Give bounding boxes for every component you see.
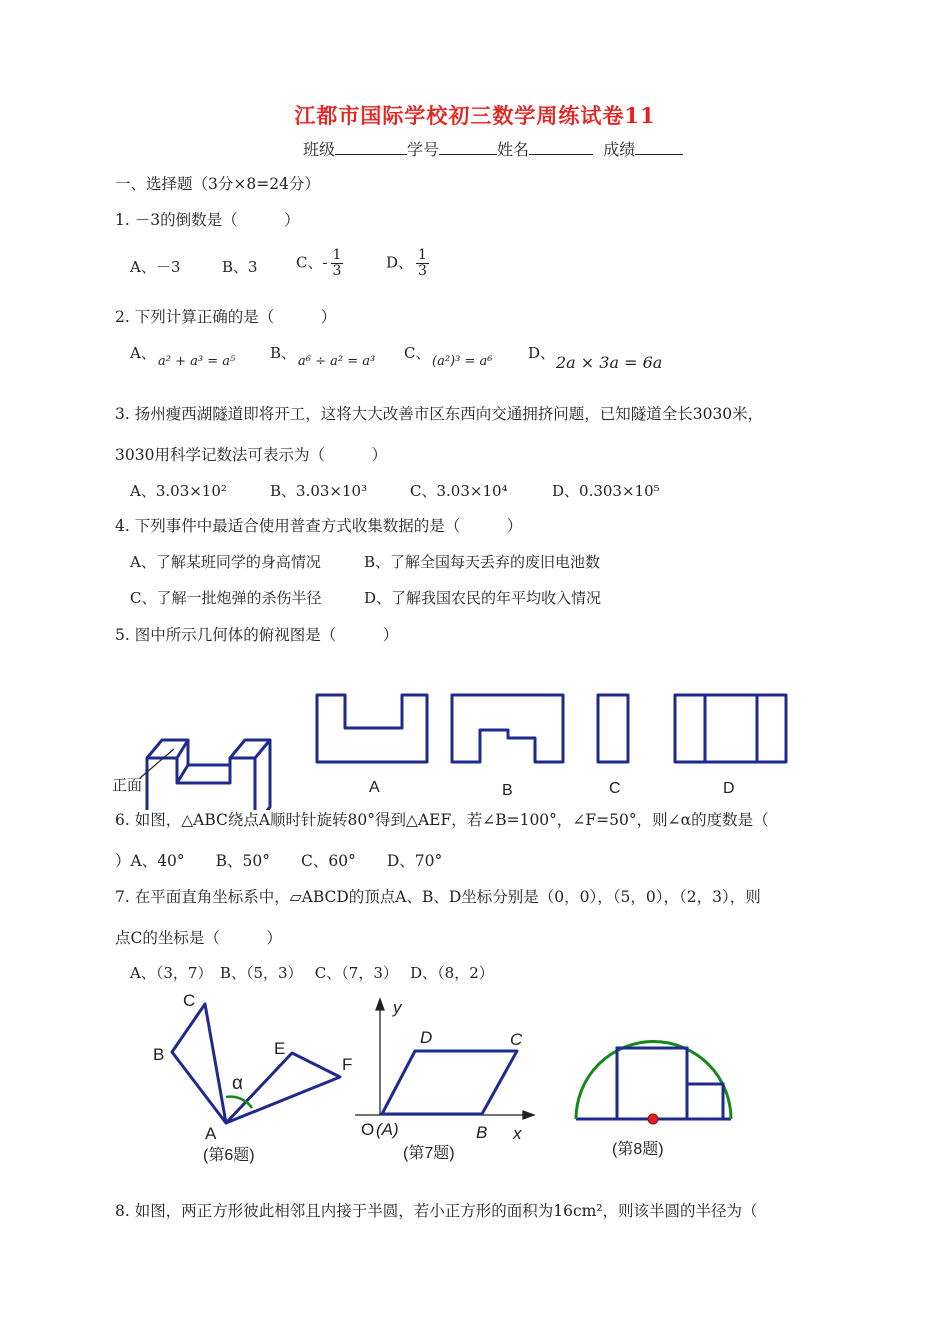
question-8-line1: 8. 如图，两正方形彼此相邻且内接于半圆，若小正方形的面积为16cm²，则该半圆的半径为（ — [115, 1202, 758, 1220]
fig8-semicircle-arc — [576, 1042, 731, 1119]
fig6-triangles — [172, 1004, 340, 1123]
q4-option-a: A、了解某班同学的身高情况 — [130, 553, 321, 571]
fig6-label-e: E — [274, 1039, 286, 1058]
q1-c-fraction — [331, 248, 344, 279]
fig8-caption: (第8题) — [612, 1141, 664, 1158]
fig7-label-x: x — [513, 1124, 522, 1143]
q1-option-c — [296, 248, 343, 279]
option-c-shape — [598, 695, 628, 762]
option-d-label: D — [723, 780, 735, 797]
question-2-stem: 2. 下列计算正确的是（ ） — [115, 308, 337, 326]
figures-6-7-8 — [0, 985, 950, 1170]
score-blank — [635, 140, 683, 155]
fig7-label-c: C — [510, 1030, 523, 1049]
question-7-line1: 7. 在平面直角坐标系中，▱ABCD的顶点A、B、D坐标分别是（0，0），（5，0），（2，3），则 — [115, 888, 761, 906]
front-arrow — [140, 749, 174, 778]
fig8-center-dot — [648, 1114, 658, 1124]
score-label: 成绩 — [603, 140, 636, 159]
q1-c-numerator: 1 — [332, 247, 342, 263]
q1-option-d — [386, 248, 429, 279]
q3-option-b: B、3.03×10³ — [270, 482, 368, 500]
option-a-label: A — [369, 779, 380, 796]
q2-option-d-label: D、 — [528, 344, 556, 362]
fig7-label-o: O — [361, 1120, 375, 1139]
question-7-options: A、（3，7） B、（5，3） C、（7，3） D、（8，2） — [130, 964, 494, 982]
q2-option-b-expr: a⁶ ÷ a² = a³ — [298, 354, 376, 369]
fig6-label-a: A — [205, 1124, 217, 1143]
fig6-label-c: C — [183, 991, 196, 1010]
name-label: 姓名 — [497, 140, 530, 159]
q1-c-prefix: C、- — [296, 253, 328, 272]
fig6-caption: (第6题) — [203, 1147, 255, 1164]
page-title: 江都市国际学校初三数学周练试卷11 — [294, 103, 656, 128]
option-d-shape — [675, 695, 786, 762]
section-heading: 一、选择题（3分×8=24分） — [115, 175, 320, 193]
question-5-stem: 5. 图中所示几何体的俯视图是（ ） — [115, 626, 399, 644]
question-4-stem: 4. 下列事件中最适合使用普查方式收集数据的是（ ） — [115, 517, 523, 535]
q1-d-denominator: 3 — [418, 263, 427, 279]
q2-option-a-label: A、 — [130, 344, 156, 362]
q3-option-d: D、0.303×10⁵ — [552, 482, 660, 500]
fig7-parallelogram — [382, 1051, 517, 1114]
class-blank — [335, 140, 407, 155]
option-a-shape — [317, 695, 427, 762]
fig7-label-a: (A) — [376, 1120, 399, 1139]
fig8-large-square — [617, 1048, 687, 1119]
q1-c-denominator: 3 — [332, 263, 342, 279]
id-label: 学号 — [407, 140, 440, 159]
solid-3d-view — [147, 740, 270, 810]
q2-option-c-expr: (a²)³ = a⁶ — [432, 354, 493, 369]
question-7-line2: 点C的坐标是（ ） — [115, 929, 282, 947]
q4-option-c: C、了解一批炮弹的杀伤半径 — [130, 589, 322, 607]
q2-option-a-expr: a² + a³ = a⁵ — [158, 354, 236, 369]
q4-option-b: B、了解全国每天丢弃的废旧电池数 — [364, 553, 601, 571]
question-3-line1: 3. 扬州瘦西湖隧道即将开工，这将大大改善市区东西向交通拥挤问题，已知隧道全长3030米， — [115, 405, 764, 423]
fig6-label-b: B — [153, 1045, 165, 1064]
q1-d-prefix: D、 — [386, 253, 414, 272]
question-1-stem: 1. －3的倒数是（ ） — [115, 211, 300, 229]
question-6-line2: ）A、40° B、50° C、60° D、70° — [115, 852, 443, 870]
question-3-line2: 3030用科学记数法可表示为（ ） — [115, 446, 387, 464]
fig6-label-f: F — [342, 1055, 353, 1074]
id-blank — [439, 140, 497, 155]
front-label: 正面 — [112, 777, 143, 794]
q1-d-fraction — [416, 248, 429, 279]
fig7-caption: (第7题) — [403, 1145, 455, 1162]
option-c-label: C — [609, 780, 621, 797]
fig7-label-b: B — [476, 1123, 488, 1142]
q1-d-numerator: 1 — [418, 247, 427, 263]
q2-option-c-label: C、 — [404, 344, 431, 362]
student-info-line — [303, 137, 683, 160]
fig7-label-d: D — [420, 1028, 433, 1047]
q1-option-a: A、－3 — [130, 258, 181, 276]
name-blank — [529, 140, 593, 155]
q1-option-b: B、3 — [222, 258, 258, 276]
question-6-line1: 6. 如图，△ABC绕点A顺时针旋转80°得到△AEF，若∠B=100°，∠F=50°，则∠α的度数是（ — [115, 811, 769, 829]
q3-option-a: A、3.03×10² — [130, 482, 227, 500]
class-label: 班级 — [303, 140, 336, 159]
q5-figure — [0, 660, 950, 810]
fig6-label-alpha: α — [232, 1073, 243, 1094]
fig7-label-y: y — [393, 998, 402, 1017]
q2-option-b-label: B、 — [270, 344, 297, 362]
q4-option-d: D、了解我国农民的年平均收入情况 — [364, 589, 602, 607]
q3-option-c: C、3.03×10⁴ — [410, 482, 508, 500]
option-b-shape — [452, 695, 563, 762]
fig8-small-square — [687, 1084, 723, 1119]
fig7-axes — [355, 999, 534, 1119]
option-b-label: B — [502, 782, 513, 799]
q2-option-d-expr: 2a × 3a = 6a — [556, 353, 663, 372]
